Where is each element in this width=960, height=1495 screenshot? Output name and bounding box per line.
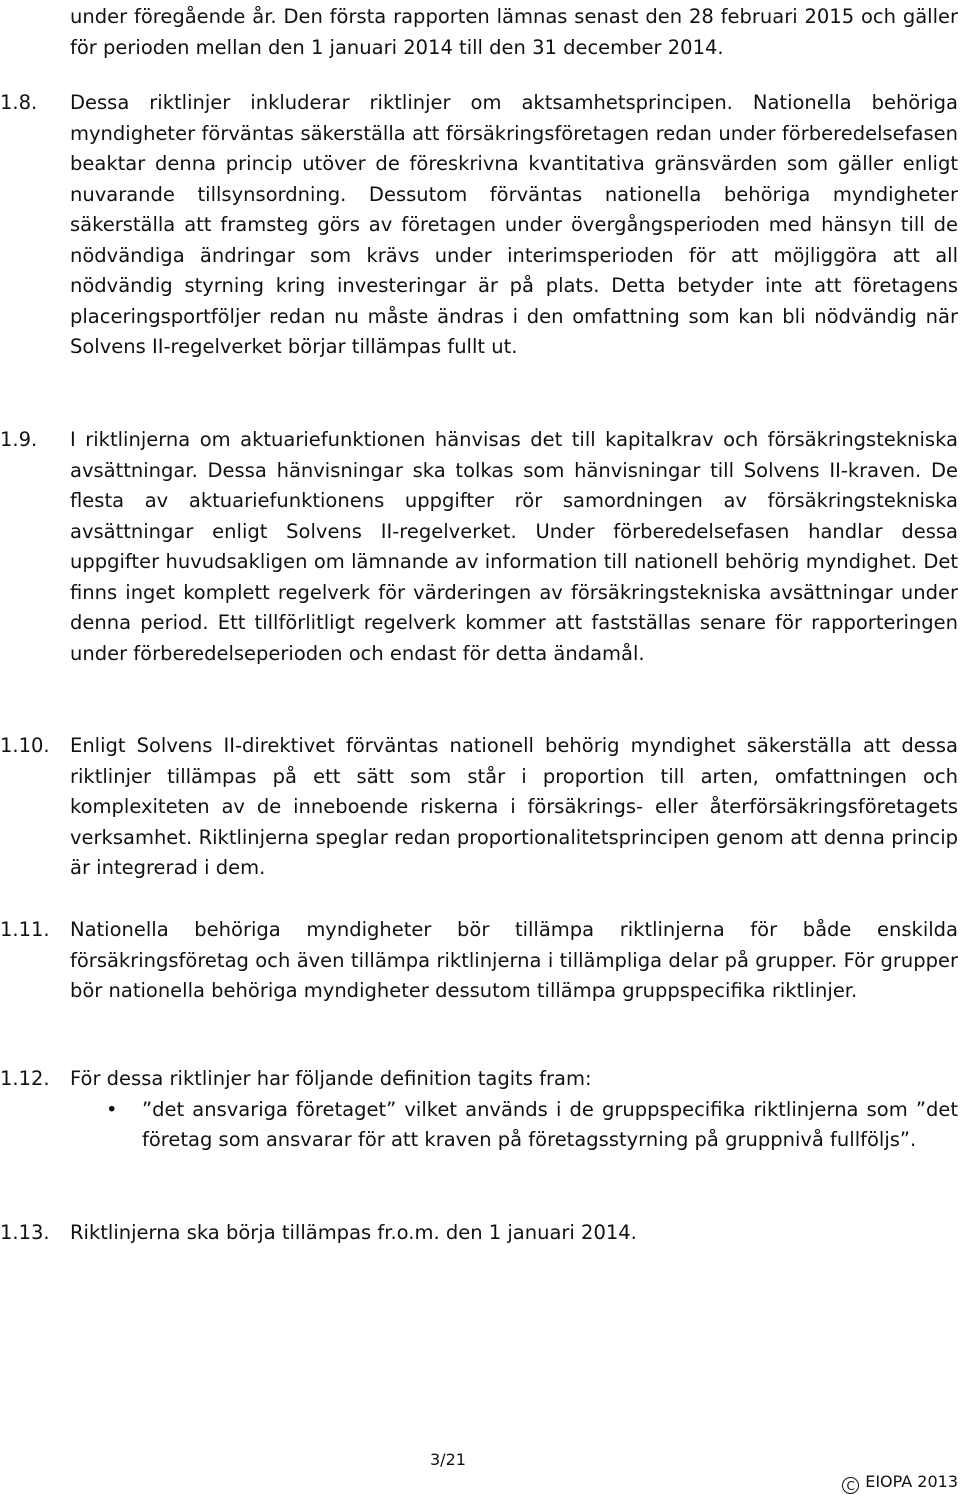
intro-paragraph xyxy=(0,2,958,63)
page-number: 3/21 xyxy=(430,1450,466,1469)
definition-text: ”det ansvariga företaget” vilket används i de gruppspecifika riktlinjerna som ”det företag som ansvarar för att kraven på företagsstyrning på gruppnivå fullföljs”. xyxy=(142,1097,958,1151)
section-number: 1.10. xyxy=(0,734,50,757)
section-text: Nationella behöriga myndigheter bör tillämpa riktlinjerna för både enskilda försäkringsföretag och även tillämpa riktlinjerna i tillämpliga delar på grupper. För grupper bör nationella behöriga myndigheter dessutom tillämpa gruppspecifika riktlinjer. xyxy=(70,918,958,1002)
section-number: 1.9. xyxy=(0,428,38,451)
section-text: Enligt Solvens II-direktivet förväntas nationell behörig myndighet säkerställa att dessa riktlinjer tillämpas på ett sätt som står i proportion till arten, omfattningen och komplexiteten av de inneboende riskerna i försäkrings- eller återförsäkringsföretagets verksamhet. Riktlinjerna speglar redan proportionalitetsprincipen genom att denna princip är integrerad i dem. xyxy=(70,734,958,879)
section-1-11 xyxy=(0,915,958,1007)
definition-list-item xyxy=(70,1095,958,1156)
copyright-notice xyxy=(842,1472,958,1494)
section-1-9 xyxy=(0,425,958,669)
section-1-10 xyxy=(0,731,958,884)
section-text: Dessa riktlinjer inkluderar riktlinjer om aktsamhetsprincipen. Nationella behöriga myndigheter förväntas säkerställa att försäkringsföretagen redan under förberedelsefasen beaktar denna princip utöver de föreskrivna kvantitativa gränsvärden som gäller enligt nuvarande tillsynsordning. Dessutom förväntas nationella behöriga myndigheter säkerställa att framsteg görs av företagen under övergångsperioden med hänsyn till de nödvändiga ändringar som krävs under interimsperioden för att möjliggöra att all nödvändig styrning kring investeringar är på plats. Detta betyder inte att företagens placeringsportföljer redan nu måste ändras i den omfattning som kan bli nödvändig när Solvens II-regelverket börjar tillämpas fullt ut. xyxy=(70,91,958,358)
intro-text: under föregående år. Den första rapporten lämnas senast den 28 februari 2015 och gäller för perioden mellan den 1 januari 2014 till den 31 december 2014. xyxy=(70,5,958,59)
section-text: Riktlinjerna ska börja tillämpas fr.o.m. den 1 januari 2014. xyxy=(70,1221,637,1244)
section-number: 1.12. xyxy=(0,1067,50,1090)
section-text: I riktlinjerna om aktuariefunktionen hänvisas det till kapitalkrav och försäkringstekniska avsättningar. Dessa hänvisningar ska tolkas som hänvisningar till Solvens II-kraven. De flesta av aktuariefunktionens uppgifter rör samordningen av försäkringstekniska avsättningar enligt Solvens II-regelverket. Under förberedelsefasen handlar dessa uppgifter huvudsakligen om lämnande av information till nationell behörig myndighet. Det finns inget komplett regelverk för värderingen av försäkringstekniska avsättningar under denna period. Ett tillförlitligt regelverk kommer att fastställas senare för rapporteringen under förberedelseperioden och endast för detta ändamål. xyxy=(70,428,958,665)
bullet-icon: • xyxy=(106,1097,118,1121)
section-text: För dessa riktlinjer har följande definition tagits fram: xyxy=(70,1067,592,1090)
section-1-12 xyxy=(0,1064,958,1156)
section-1-8 xyxy=(0,88,958,363)
section-number: 1.13. xyxy=(0,1221,50,1244)
copyright-icon: C xyxy=(842,1477,859,1494)
section-number: 1.8. xyxy=(0,91,38,114)
section-number: 1.11. xyxy=(0,918,50,941)
copyright-text: EIOPA 2013 xyxy=(865,1472,958,1491)
section-1-13 xyxy=(0,1218,958,1249)
